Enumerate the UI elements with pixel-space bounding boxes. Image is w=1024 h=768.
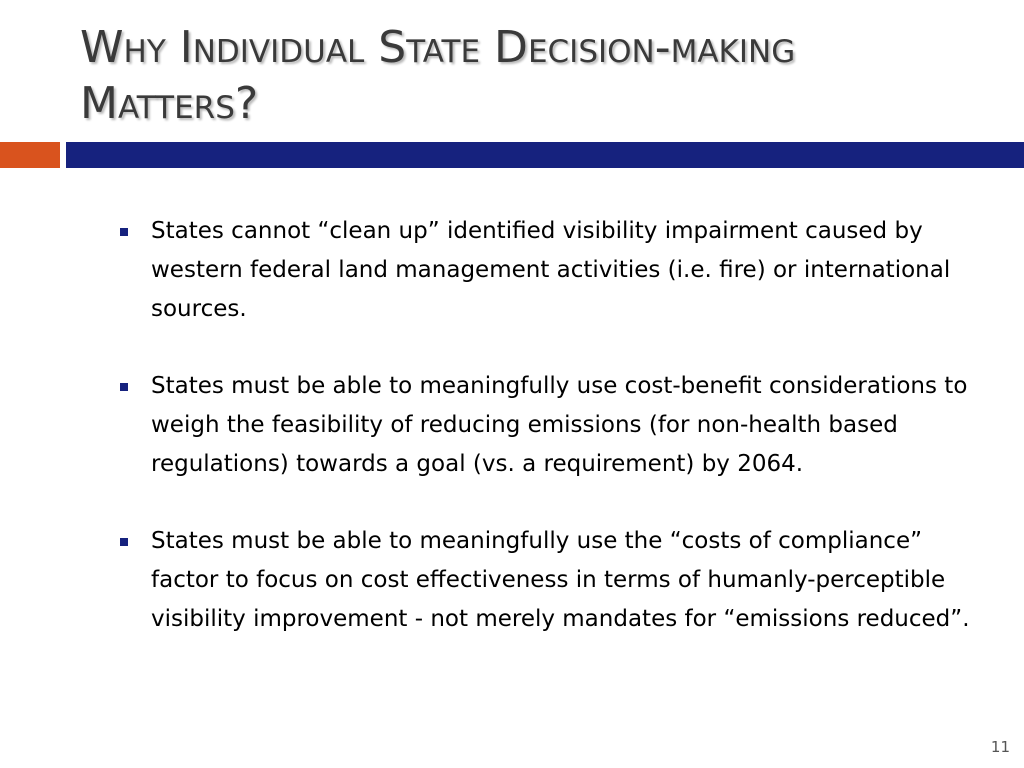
bullet-item [118,522,988,639]
bullet-item [118,367,988,484]
square-bullet-icon [120,228,128,236]
square-bullet-icon [120,383,128,391]
title-accent-bar-orange [0,142,60,168]
bullet-list [118,212,988,677]
slide-title: Why Individual State Decision-making Matters? [80,22,796,129]
square-bullet-icon [120,538,128,546]
title-accent-bar-navy [66,142,1024,168]
bullet-item [118,212,988,329]
bullet-text: States must be able to meaningfully use the “costs of compliance” factor to focus on cost effectiveness in terms of humanly-perceptible visibility improvement - not merely mandates for “emissions reduced”. [151,528,970,632]
bullet-text: States cannot “clean up” identified visibility impairment caused by western federal land management activities (i.e. fire) or international sources. [151,218,951,322]
page-number: 11 [990,738,1010,756]
bullet-text: States must be able to meaningfully use cost-benefit considerations to weigh the feasibility of reducing emissions (for non-health based regulations) towards a goal (vs. a requirement) by 2064. [151,373,968,477]
